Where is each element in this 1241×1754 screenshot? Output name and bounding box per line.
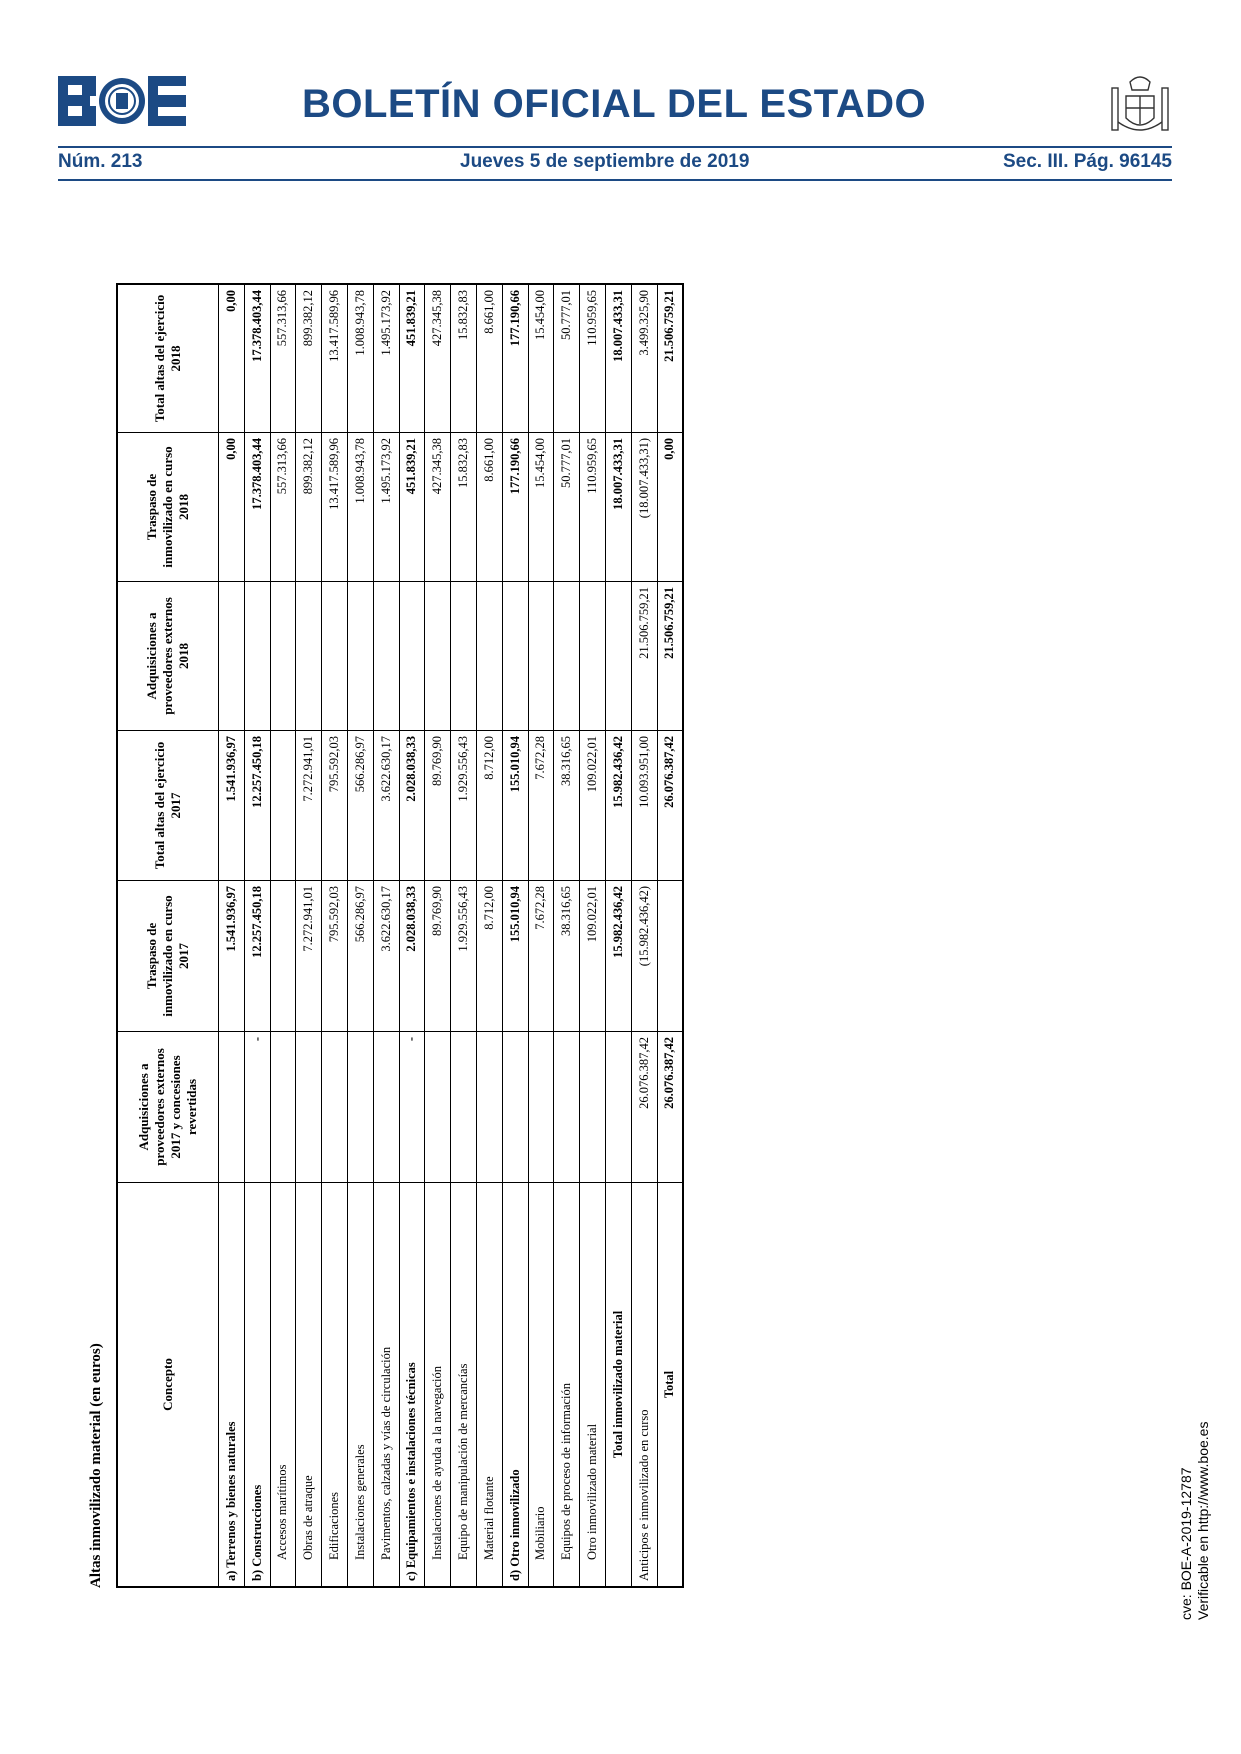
row-value — [580, 582, 606, 731]
row-value — [219, 1032, 245, 1183]
row-value — [502, 1032, 528, 1183]
row-concept: Instalaciones generales — [347, 1183, 373, 1588]
row-value — [270, 881, 296, 1032]
row-value — [296, 582, 322, 731]
boe-logo — [58, 76, 186, 126]
row-value: 451.839,21 — [399, 284, 425, 433]
row-concept: b) Construcciones — [244, 1183, 270, 1588]
row-concept: Total inmovilizado material — [605, 1183, 631, 1588]
row-value — [347, 1032, 373, 1183]
row-value: 177.190,66 — [502, 284, 528, 433]
row-value — [296, 1032, 322, 1183]
table-row — [270, 284, 296, 1587]
row-concept: Equipos de proceso de información — [554, 1183, 580, 1588]
row-value: 8.661,00 — [476, 284, 502, 433]
table-row — [528, 284, 554, 1587]
row-value — [270, 582, 296, 731]
table-row — [554, 284, 580, 1587]
table-row — [580, 284, 606, 1587]
table-row — [476, 284, 502, 1587]
row-value: 13.417.589,96 — [322, 433, 348, 582]
col-header: Total altas del ejercicio 2017 — [117, 731, 219, 881]
row-value — [451, 582, 477, 731]
row-value — [425, 1032, 451, 1183]
row-concept: Instalaciones de ayuda a la navegación — [425, 1183, 451, 1588]
row-value: 18.007.433,31 — [605, 433, 631, 582]
row-value — [554, 1032, 580, 1183]
table-row — [244, 284, 270, 1587]
row-value — [219, 582, 245, 731]
row-value — [270, 1032, 296, 1183]
col-header: Concepto — [117, 1183, 219, 1588]
row-concept: d) Otro inmovilizado — [502, 1183, 528, 1588]
row-value: 109.022,01 — [580, 881, 606, 1032]
table-row — [296, 284, 322, 1587]
row-value — [270, 731, 296, 881]
row-concept: Material flotante — [476, 1183, 502, 1588]
row-concept: a) Terrenos y bienes naturales — [219, 1183, 245, 1588]
table-row — [373, 284, 399, 1587]
row-value: 38.316,65 — [554, 731, 580, 881]
row-value: 2.028.038,33 — [399, 881, 425, 1032]
table-caption: Altas inmovilizado material (en euros) — [88, 1343, 104, 1588]
row-value: (15.982.436,42) — [631, 881, 657, 1032]
row-value: 899.382,12 — [296, 433, 322, 582]
row-value: 15.982.436,42 — [605, 881, 631, 1032]
row-concept: Obras de atraque — [296, 1183, 322, 1588]
row-value: 89.769,90 — [425, 731, 451, 881]
row-value: 15.454,00 — [528, 284, 554, 433]
table-row — [399, 284, 425, 1587]
row-value: 110.959,65 — [580, 284, 606, 433]
row-value: 8.712,00 — [476, 731, 502, 881]
row-value: 26.076.387,42 — [631, 1032, 657, 1183]
row-value — [476, 1032, 502, 1183]
row-value: - — [399, 1032, 425, 1183]
row-value: 3.622.630,17 — [373, 881, 399, 1032]
table-row — [657, 284, 683, 1587]
row-value: 12.257.450,18 — [244, 881, 270, 1032]
table-header-row — [117, 284, 219, 1587]
row-value: 7.272.941,01 — [296, 731, 322, 881]
row-value: 1.929.556,43 — [451, 881, 477, 1032]
page-header — [58, 72, 1172, 146]
row-value: 795.592,03 — [322, 731, 348, 881]
row-concept: Total — [657, 1183, 683, 1588]
row-value: 50.777,01 — [554, 284, 580, 433]
rotated-table-region — [88, 268, 708, 1588]
col-header: Traspaso de inmovilizado en curso 2017 — [117, 881, 219, 1032]
row-value: 177.190,66 — [502, 433, 528, 582]
row-value: 89.769,90 — [425, 881, 451, 1032]
row-value — [580, 1032, 606, 1183]
col-header: Adquisiciones a proveedores externos 2017 y concesiones revertidas — [117, 1032, 219, 1183]
row-value: 7.672,28 — [528, 881, 554, 1032]
row-value — [373, 1032, 399, 1183]
row-value: 15.454,00 — [528, 433, 554, 582]
row-value: 0,00 — [219, 433, 245, 582]
row-value: 21.506.759,21 — [657, 582, 683, 731]
fixed-assets-table — [116, 283, 684, 1588]
row-value: 21.506.759,21 — [631, 582, 657, 731]
table-row — [219, 284, 245, 1587]
table-row — [425, 284, 451, 1587]
spain-coat-of-arms-icon — [1108, 72, 1172, 138]
publication-title: BOLETÍN OFICIAL DEL ESTADO — [302, 82, 927, 126]
row-value: 26.076.387,42 — [657, 731, 683, 881]
row-value — [476, 582, 502, 731]
row-value — [322, 1032, 348, 1183]
col-header: Traspaso de inmovilizado en curso 2018 — [117, 433, 219, 582]
row-value: 15.832,83 — [451, 433, 477, 582]
row-value — [244, 582, 270, 731]
row-value: 38.316,65 — [554, 881, 580, 1032]
row-value — [322, 582, 348, 731]
table-row — [451, 284, 477, 1587]
row-value: 566.286,97 — [347, 731, 373, 881]
row-value — [554, 582, 580, 731]
cve-code: cve: BOE-A-2019-12787 — [1178, 1467, 1194, 1620]
row-concept: Mobiliario — [528, 1183, 554, 1588]
row-value: 0,00 — [657, 433, 683, 582]
row-value: 1.541.936,97 — [219, 881, 245, 1032]
table-row — [502, 284, 528, 1587]
row-value — [451, 1032, 477, 1183]
row-value: 17.378.403,44 — [244, 284, 270, 433]
row-value: 3.622.630,17 — [373, 731, 399, 881]
row-value: 557.313,66 — [270, 433, 296, 582]
row-value: 1.495.173,92 — [373, 433, 399, 582]
row-value: 12.257.450,18 — [244, 731, 270, 881]
row-value: 15.832,83 — [451, 284, 477, 433]
row-value — [528, 1032, 554, 1183]
col-header: Total altas del ejercicio 2018 — [117, 284, 219, 433]
row-value — [399, 582, 425, 731]
issue-date: Jueves 5 de septiembre de 2019 — [460, 151, 750, 172]
row-value — [528, 582, 554, 731]
row-value: 3.499.325,90 — [631, 284, 657, 433]
table-row — [605, 284, 631, 1587]
row-value — [373, 582, 399, 731]
row-value — [347, 582, 373, 731]
row-value: 2.028.038,33 — [399, 731, 425, 881]
header-rule-top — [58, 146, 1172, 148]
row-value: 18.007.433,31 — [605, 284, 631, 433]
row-value: 427.345,38 — [425, 433, 451, 582]
row-value — [657, 881, 683, 1032]
header-rule-bottom — [58, 179, 1172, 181]
row-concept: Pavimentos, calzadas y vías de circulación — [373, 1183, 399, 1588]
row-value — [425, 582, 451, 731]
row-value: 427.345,38 — [425, 284, 451, 433]
row-value: 10.093.951,00 — [631, 731, 657, 881]
row-concept: Accesos marítimos — [270, 1183, 296, 1588]
row-value: 8.712,00 — [476, 881, 502, 1032]
row-value: 0,00 — [219, 284, 245, 433]
row-value: 1.495.173,92 — [373, 284, 399, 433]
issue-number: Núm. 213 — [58, 151, 143, 172]
row-value: 7.272.941,01 — [296, 881, 322, 1032]
row-value: (18.007.433,31) — [631, 433, 657, 582]
row-value: - — [244, 1032, 270, 1183]
table-row — [347, 284, 373, 1587]
row-value: 899.382,12 — [296, 284, 322, 433]
row-value: 155.010,94 — [502, 731, 528, 881]
row-concept: Edificaciones — [322, 1183, 348, 1588]
row-value: 21.506.759,21 — [657, 284, 683, 433]
row-concept: c) Equipamientos e instalaciones técnicas — [399, 1183, 425, 1588]
row-value: 8.661,00 — [476, 433, 502, 582]
row-value: 1.008.943,78 — [347, 433, 373, 582]
table-row — [322, 284, 348, 1587]
row-value: 7.672,28 — [528, 731, 554, 881]
row-concept: Anticipos e inmovilizado en curso — [631, 1183, 657, 1588]
row-value: 50.777,01 — [554, 433, 580, 582]
row-value: 451.839,21 — [399, 433, 425, 582]
row-value: 795.592,03 — [322, 881, 348, 1032]
row-value: 13.417.589,96 — [322, 284, 348, 433]
table-row — [631, 284, 657, 1587]
row-value: 566.286,97 — [347, 881, 373, 1032]
row-concept: Equipo de manipulación de mercancías — [451, 1183, 477, 1588]
row-value: 110.959,65 — [580, 433, 606, 582]
row-value: 1.008.943,78 — [347, 284, 373, 433]
row-value — [605, 582, 631, 731]
verification-footer — [1178, 1320, 1212, 1620]
row-value: 109.022,01 — [580, 731, 606, 881]
row-value: 15.982.436,42 — [605, 731, 631, 881]
row-value: 155.010,94 — [502, 881, 528, 1032]
section-page: Sec. III. Pág. 96145 — [1003, 151, 1172, 172]
verify-link[interactable]: Verificable en http://www.boe.es — [1195, 1421, 1211, 1620]
row-value: 1.929.556,43 — [451, 731, 477, 881]
row-concept: Otro inmovilizado material — [580, 1183, 606, 1588]
row-value: 17.378.403,44 — [244, 433, 270, 582]
row-value: 1.541.936,97 — [219, 731, 245, 881]
row-value — [502, 582, 528, 731]
row-value: 557.313,66 — [270, 284, 296, 433]
col-header: Adquisiciones a proveedores externos 2018 — [117, 582, 219, 731]
row-value: 26.076.387,42 — [657, 1032, 683, 1183]
row-value — [605, 1032, 631, 1183]
